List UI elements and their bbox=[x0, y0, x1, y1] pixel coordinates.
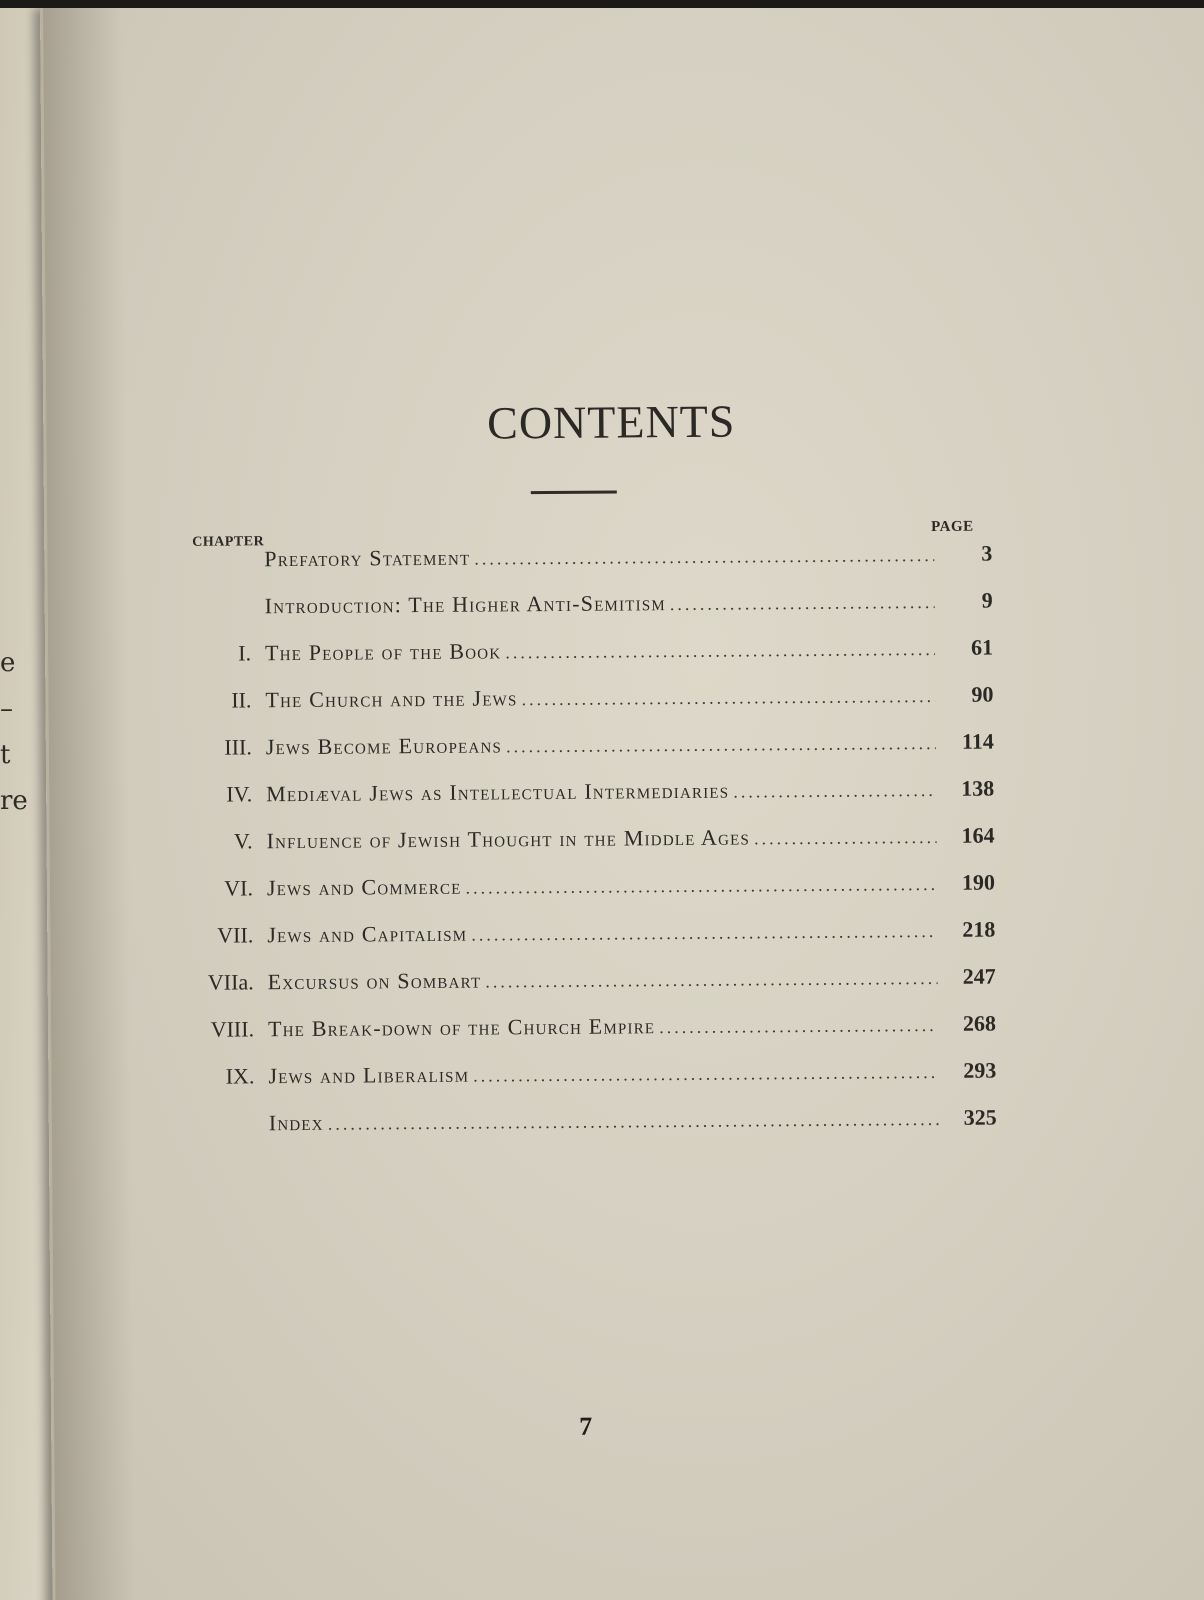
chapter-number: III. bbox=[224, 734, 252, 760]
chapter-column-heading: CHAPTER bbox=[192, 534, 265, 550]
left-fragment: t bbox=[0, 740, 11, 770]
toc-row bbox=[193, 588, 993, 641]
toc-row bbox=[192, 541, 992, 594]
chapter-title: Excursus on Sombart bbox=[267, 967, 482, 995]
dot-leader bbox=[470, 545, 934, 570]
dot-leader bbox=[467, 921, 937, 946]
chapter-title: The People of the Book bbox=[264, 638, 502, 666]
chapter-title: Prefatory Statement bbox=[264, 544, 471, 572]
toc-entry bbox=[266, 823, 936, 854]
chapter-number: VIIa. bbox=[207, 969, 254, 995]
left-fragment: e bbox=[0, 648, 16, 678]
chapter-number: IV. bbox=[226, 781, 253, 807]
toc-row bbox=[194, 729, 994, 782]
dot-leader bbox=[501, 639, 935, 663]
chapter-number: IX. bbox=[225, 1063, 255, 1089]
toc-entry bbox=[269, 1105, 939, 1136]
toc-entry bbox=[268, 1011, 938, 1042]
toc-entry bbox=[267, 917, 937, 948]
chapter-title: The Break-down of the Church Empire bbox=[267, 1013, 656, 1042]
page-title: CONTENTS bbox=[486, 395, 736, 449]
page-number: 114 bbox=[961, 728, 994, 754]
toc-row bbox=[194, 776, 994, 829]
chapter-title: Jews and Capitalism bbox=[267, 920, 468, 948]
folio-page-number: 7 bbox=[579, 1411, 593, 1441]
toc-row bbox=[197, 1105, 997, 1158]
toc-entry bbox=[266, 776, 936, 807]
page-number: 164 bbox=[961, 822, 995, 848]
dot-leader bbox=[729, 780, 936, 803]
page-number: 293 bbox=[963, 1057, 997, 1083]
left-fragment: – bbox=[0, 694, 13, 724]
dot-leader bbox=[750, 827, 937, 849]
toc-row bbox=[193, 635, 993, 688]
toc-row bbox=[194, 823, 994, 876]
page-column-heading: PAGE bbox=[931, 518, 974, 536]
title-rule bbox=[531, 490, 617, 494]
chapter-title: The Church and the Jews bbox=[265, 685, 518, 713]
chapter-title: Mediæval Jews as Intellectual Intermediaries bbox=[266, 777, 730, 807]
page-number: 325 bbox=[963, 1104, 997, 1130]
page-number: 190 bbox=[961, 869, 995, 895]
toc-entry bbox=[264, 541, 934, 572]
dot-leader bbox=[655, 1015, 938, 1038]
dot-leader bbox=[324, 1109, 939, 1135]
dot-leader bbox=[502, 733, 936, 757]
chapter-number: VII. bbox=[217, 922, 254, 948]
page-number: 138 bbox=[961, 775, 995, 801]
contents-page bbox=[40, 0, 1204, 1600]
chapter-number: VI. bbox=[224, 875, 254, 901]
page-number: 247 bbox=[962, 963, 996, 989]
chapter-number: II. bbox=[231, 687, 252, 713]
chapter-title: Index bbox=[268, 1109, 324, 1136]
chapter-number bbox=[193, 613, 265, 614]
toc-entry bbox=[265, 635, 935, 666]
toc-entry bbox=[268, 1058, 938, 1089]
dot-leader bbox=[481, 968, 938, 993]
page-number: 218 bbox=[962, 916, 996, 942]
chapter-title: Jews and Liberalism bbox=[268, 1061, 470, 1089]
left-fragment: re bbox=[0, 786, 28, 816]
left-page-text-fragments bbox=[0, 640, 28, 824]
toc-row bbox=[193, 682, 993, 735]
dot-leader bbox=[517, 686, 935, 710]
dot-leader bbox=[666, 592, 935, 615]
toc-entry bbox=[267, 870, 937, 901]
page-number: 9 bbox=[981, 587, 993, 613]
gutter-shadow bbox=[43, 7, 136, 1600]
chapter-title: Jews Become Europeans bbox=[265, 732, 503, 760]
chapter-number: I. bbox=[238, 640, 252, 666]
table-of-contents bbox=[192, 541, 997, 1158]
background-edge bbox=[0, 0, 1204, 8]
chapter-title: Introduction: The Higher Anti-Semitism bbox=[264, 590, 666, 619]
page-number: 90 bbox=[971, 681, 994, 707]
chapter-title: Jews and Commerce bbox=[266, 873, 462, 901]
chapter-number: V. bbox=[233, 828, 253, 854]
toc-row bbox=[196, 1011, 996, 1064]
page-number: 268 bbox=[962, 1010, 997, 1036]
page-number: 61 bbox=[970, 634, 994, 660]
toc-entry bbox=[268, 964, 938, 995]
toc-row bbox=[196, 1058, 996, 1111]
toc-entry bbox=[265, 588, 935, 619]
page-number: 3 bbox=[981, 540, 993, 566]
chapter-title: Influence of Jewish Thought in the Middle Ages bbox=[266, 824, 751, 854]
toc-row bbox=[195, 870, 995, 923]
chapter-number bbox=[197, 1130, 269, 1131]
toc-entry bbox=[266, 729, 936, 760]
dot-leader bbox=[461, 874, 937, 899]
chapter-number bbox=[192, 566, 264, 567]
dot-leader bbox=[469, 1062, 938, 1087]
toc-row bbox=[196, 964, 996, 1017]
chapter-number: VIII. bbox=[210, 1016, 255, 1042]
toc-entry bbox=[265, 682, 935, 713]
toc-row bbox=[195, 917, 995, 970]
